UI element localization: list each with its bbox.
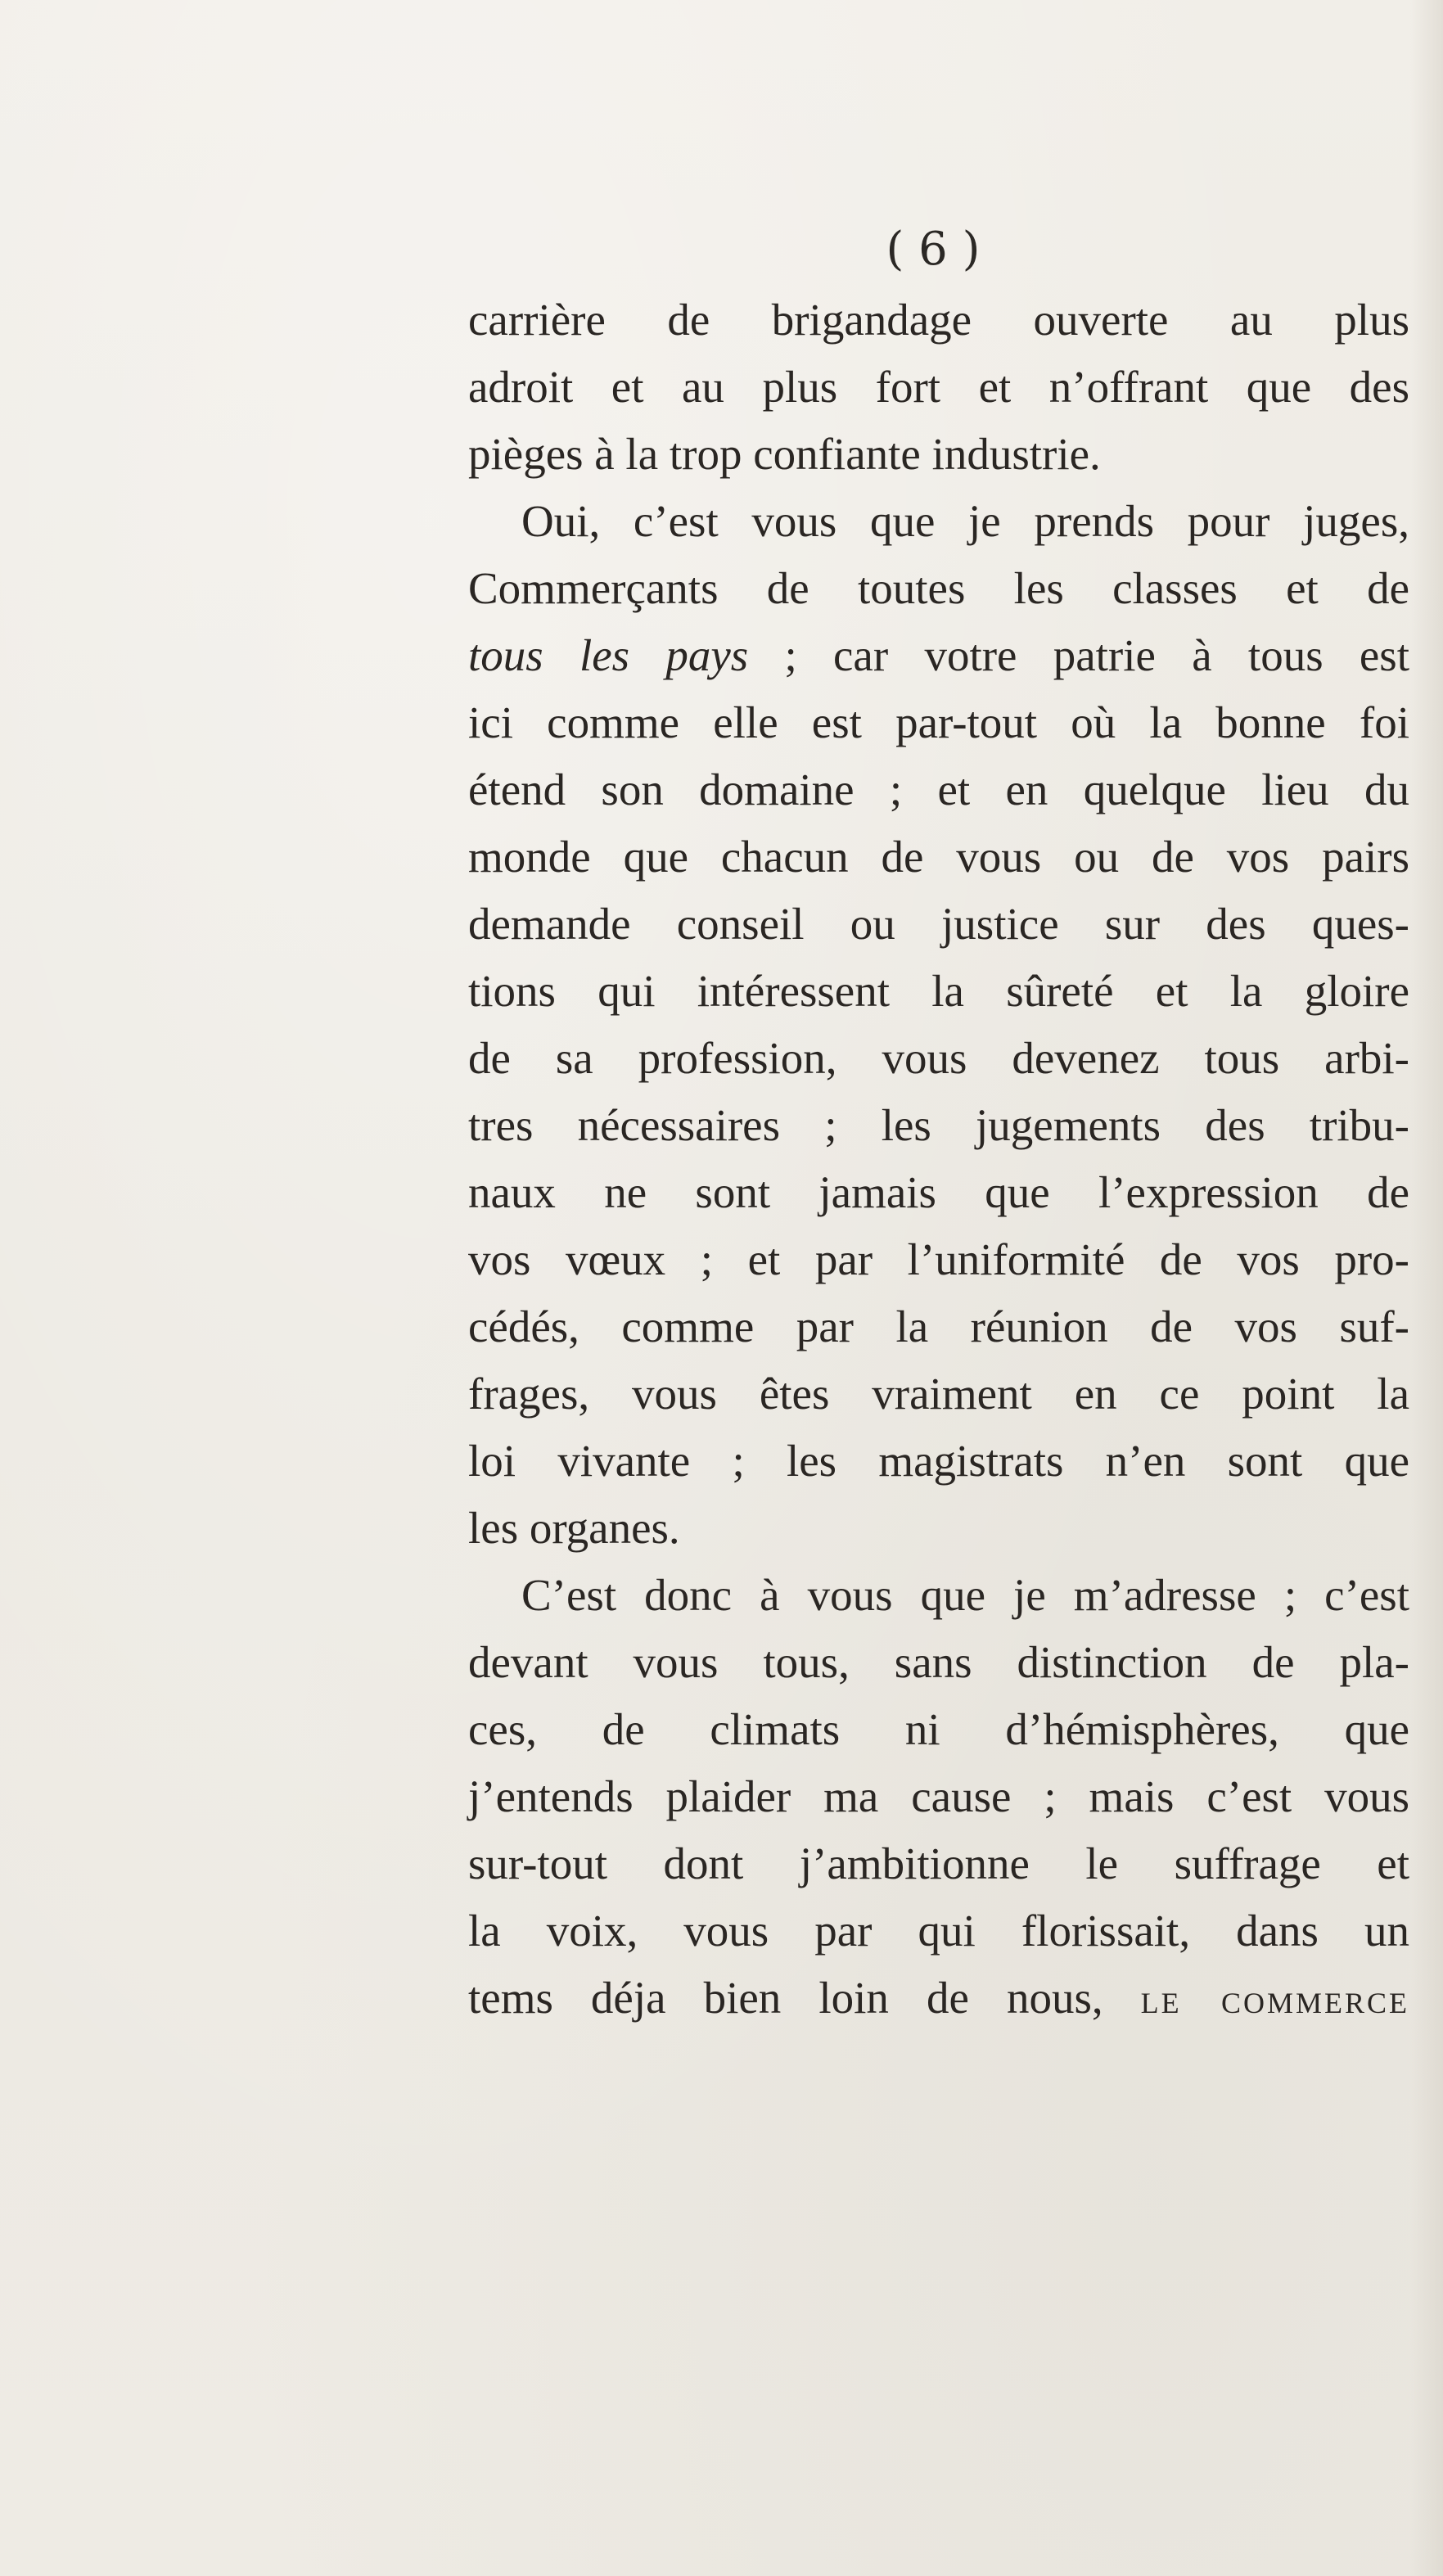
- text-line: ici comme elle est par-tout où la bonne foi: [468, 697, 1409, 747]
- italic-phrase: tous les pays: [468, 630, 749, 680]
- text-line: cédés, comme par la réunion de vos suf-: [468, 1302, 1409, 1351]
- text-line-italic: [468, 622, 1409, 689]
- text-line: frages, vous êtes vraiment en ce point la: [468, 1369, 1409, 1419]
- text-line: étend son domaine ; et en quelque lieu du: [468, 765, 1409, 814]
- text-line: Oui, c’est vous que je prends pour juges,: [521, 496, 1409, 546]
- paragraph-1: [468, 286, 1409, 488]
- text-line: demande conseil ou justice sur des ques-: [468, 899, 1409, 949]
- text-line: adroit et au plus fort et n’offrant que des: [468, 362, 1409, 412]
- body-text: [468, 286, 1409, 2033]
- text-line-rest: ; car votre patrie à tous est: [748, 630, 1409, 680]
- text-line: vos vœux ; et par l’uniformité de vos pro-: [468, 1234, 1409, 1284]
- text-line-start: tems déja bien loin de nous,: [468, 1973, 1141, 2023]
- smallcaps-phrase: le commerce: [1140, 1976, 1409, 2023]
- text-line: tions qui intéressent la sûreté et la gloire: [468, 966, 1409, 1016]
- page-number: ( 6 ): [886, 223, 981, 276]
- text-line: ces, de climats ni d’hémisphères, que: [468, 1704, 1409, 1754]
- text-line: Commerçants de toutes les classes et de: [468, 563, 1409, 613]
- text-line: tres nécessaires ; les jugements des tribu-: [468, 1100, 1409, 1150]
- text-line: devant vous tous, sans distinction de pla-: [468, 1637, 1409, 1687]
- text-line: sur-tout dont j’ambitionne le suffrage et: [468, 1838, 1409, 1888]
- text-line: C’est donc à vous que je m’adresse ; c’est: [521, 1570, 1409, 1620]
- text-line: carrière de brigandage ouverte au plus: [468, 295, 1409, 345]
- page-edge-shadow: [1410, 0, 1443, 2576]
- text-line: j’entends plaider ma cause ; mais c’est vous: [468, 1771, 1409, 1821]
- text-line: naux ne sont jamais que l’expression de: [468, 1167, 1409, 1217]
- text-line: les organes.: [468, 1503, 680, 1553]
- paragraph-3: [468, 1562, 1409, 2033]
- text-line: pièges à la trop confiante industrie.: [468, 429, 1101, 479]
- text-line: la voix, vous par qui florissait, dans un: [468, 1906, 1409, 1956]
- text-line-smallcaps: [468, 1965, 1409, 2033]
- text-line: loi vivante ; les magistrats n’en sont que: [468, 1436, 1409, 1486]
- text-line: monde que chacun de vous ou de vos pairs: [468, 832, 1409, 882]
- text-line: de sa profession, vous devenez tous arbi-: [468, 1033, 1409, 1083]
- paragraph-2: [468, 488, 1409, 1562]
